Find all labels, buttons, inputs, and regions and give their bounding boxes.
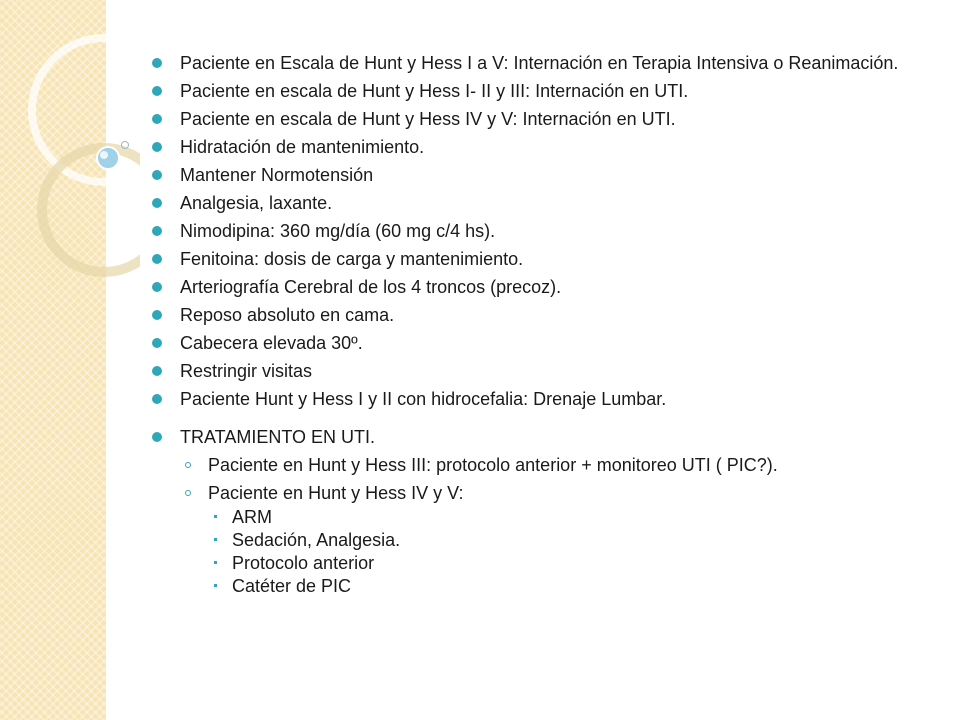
treatment-subsubitem: Protocolo anterior [208, 552, 940, 574]
decorative-circles [0, 0, 140, 320]
list-item: Arteriografía Cerebral de los 4 troncos (precoz). [150, 276, 940, 298]
list-item: Analgesia, laxante. [150, 192, 940, 214]
bullet-list [150, 52, 940, 597]
treatment-item [150, 426, 940, 597]
list-item: Hidratación de mantenimiento. [150, 136, 940, 158]
treatment-subitem [180, 482, 940, 597]
list-item: Paciente en Escala de Hunt y Hess I a V: Internación en Terapia Intensiva o Reanimación. [150, 52, 940, 74]
list-item: Mantener Normotensión [150, 164, 940, 186]
treatment-subitem: Paciente en Hunt y Hess III: protocolo anterior + monitoreo UTI ( PIC?). [180, 454, 940, 476]
slide-content [150, 52, 940, 603]
treatment-heading: TRATAMIENTO EN UTI. [180, 427, 376, 447]
list-item: Paciente Hunt y Hess I y II con hidrocefalia: Drenaje Lumbar. [150, 388, 940, 410]
treatment-subsubitem: Catéter de PIC [208, 575, 940, 597]
medium-ring-shape [42, 148, 140, 272]
treatment-sublist [180, 454, 940, 597]
treatment-subsubitem: ARM [208, 506, 940, 528]
list-item: Reposo absoluto en cama. [150, 304, 940, 326]
list-item: Paciente en escala de Hunt y Hess I- II y III: Internación en UTI. [150, 80, 940, 102]
list-item: Paciente en escala de Hunt y Hess IV y V: Internación en UTI. [150, 108, 940, 130]
blue-bubble-shape [97, 147, 119, 169]
treatment-subitem-label: Paciente en Hunt y Hess IV y V: [208, 483, 464, 503]
list-item: Fenitoina: dosis de carga y mantenimiento. [150, 248, 940, 270]
treatment-subsubitem: Sedación, Analgesia. [208, 529, 940, 551]
treatment-subsublist [208, 506, 940, 597]
bubble-highlight-shape [100, 151, 108, 159]
list-item: Nimodipina: 360 mg/día (60 mg c/4 hs). [150, 220, 940, 242]
large-ring-shape [32, 38, 140, 182]
list-item: Restringir visitas [150, 360, 940, 382]
list-item: Cabecera elevada 30º. [150, 332, 940, 354]
